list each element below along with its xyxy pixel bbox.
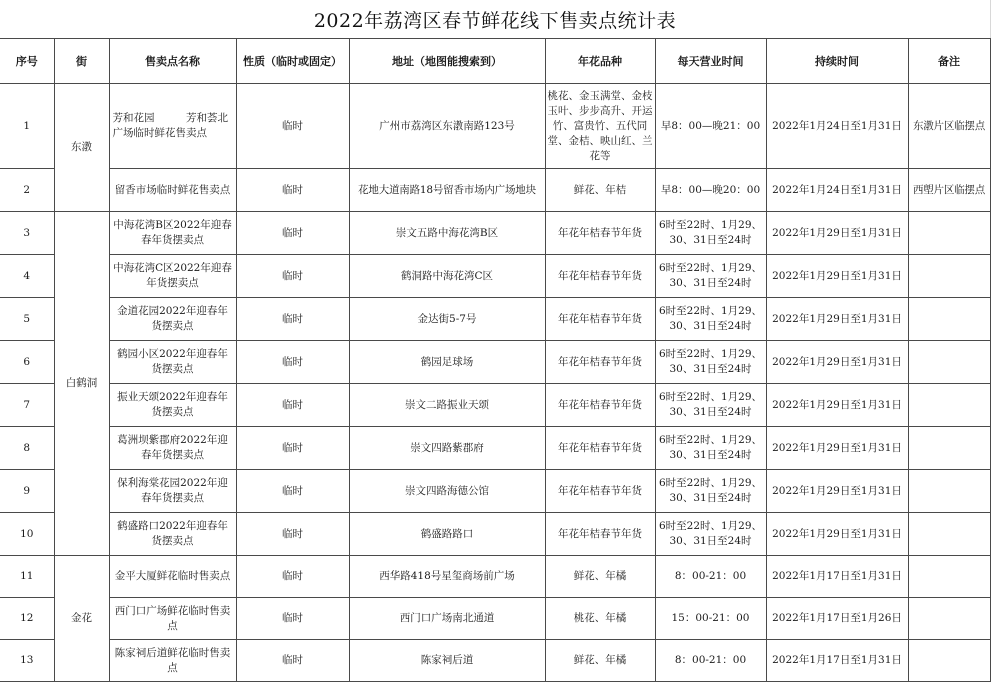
cell-no: 2 [0, 169, 54, 212]
cell-hours: 8：00-21：00 [655, 640, 766, 682]
cell-type: 临时 [236, 84, 349, 169]
cell-hours: 早8：00—晚20：00 [655, 169, 766, 212]
cell-name: 鹤园小区2022年迎春年货摆卖点 [109, 341, 236, 384]
sales-points-table [0, 38, 991, 682]
cell-duration: 2022年1月17日至1月26日 [766, 598, 908, 640]
cell-variety: 年花年桔春节年货 [545, 298, 655, 341]
cell-duration: 2022年1月29日至1月31日 [766, 298, 908, 341]
cell-variety: 年花年桔春节年货 [545, 212, 655, 255]
table-row [0, 84, 990, 169]
cell-street: 金花 [54, 556, 109, 682]
cell-name: 金道花园2022年迎春年货摆卖点 [109, 298, 236, 341]
cell-address: 花地大道南路18号留香市场内广场地块 [349, 169, 545, 212]
table-row [0, 470, 990, 513]
cell-address: 陈家祠后道 [349, 640, 545, 682]
cell-type: 临时 [236, 556, 349, 598]
col-header-variety: 年花品种 [545, 39, 655, 84]
cell-name: 芳和花园 芳和荟北广场临时鲜花售卖点 [109, 84, 236, 169]
cell-no: 10 [0, 513, 54, 556]
cell-hours: 6时至22时、1月29、30、31日至24时 [655, 427, 766, 470]
cell-type: 临时 [236, 513, 349, 556]
cell-no: 8 [0, 427, 54, 470]
cell-hours: 6时至22时、1月29、30、31日至24时 [655, 341, 766, 384]
cell-name: 中海花湾C区2022年迎春年货摆卖点 [109, 255, 236, 298]
cell-duration: 2022年1月29日至1月31日 [766, 470, 908, 513]
cell-duration: 2022年1月29日至1月31日 [766, 341, 908, 384]
cell-hours: 8：00-21：00 [655, 556, 766, 598]
cell-variety: 年花年桔春节年货 [545, 513, 655, 556]
cell-type: 临时 [236, 640, 349, 682]
cell-variety: 鲜花、年橘 [545, 640, 655, 682]
cell-address: 崇文四路海德公馆 [349, 470, 545, 513]
table-row [0, 427, 990, 470]
cell-duration: 2022年1月24日至1月31日 [766, 169, 908, 212]
header-row [0, 39, 990, 84]
table-row [0, 640, 990, 682]
col-header-note: 备注 [908, 39, 990, 84]
col-header-address: 地址（地图能搜索到） [349, 39, 545, 84]
cell-hours: 6时至22时、1月29、30、31日至24时 [655, 255, 766, 298]
cell-type: 临时 [236, 341, 349, 384]
cell-note [908, 470, 990, 513]
cell-no: 6 [0, 341, 54, 384]
cell-type: 临时 [236, 212, 349, 255]
col-header-street: 街 [54, 39, 109, 84]
cell-variety: 年花年桔春节年货 [545, 470, 655, 513]
cell-note [908, 640, 990, 682]
cell-note [908, 513, 990, 556]
cell-type: 临时 [236, 169, 349, 212]
cell-name: 金平大厦鲜花临时售卖点 [109, 556, 236, 598]
cell-note [908, 212, 990, 255]
table-row [0, 341, 990, 384]
cell-address: 西华路418号星玺商场前广场 [349, 556, 545, 598]
cell-street: 白鹤洞 [54, 212, 109, 556]
table-row [0, 556, 990, 598]
cell-note [908, 298, 990, 341]
cell-name: 保利海棠花园2022年迎春年货摆卖点 [109, 470, 236, 513]
cell-note [908, 427, 990, 470]
cell-note: 西塱片区临摆点 [908, 169, 990, 212]
table-row [0, 598, 990, 640]
col-header-name: 售卖点名称 [109, 39, 236, 84]
cell-type: 临时 [236, 598, 349, 640]
cell-address: 广州市荔湾区东漖南路123号 [349, 84, 545, 169]
cell-hours: 6时至22时、1月29、30、31日至24时 [655, 212, 766, 255]
cell-hours: 早8：00—晚21：00 [655, 84, 766, 169]
cell-no: 7 [0, 384, 54, 427]
document-title: 2022年荔湾区春节鲜花线下售卖点统计表 [313, 9, 677, 32]
cell-duration: 2022年1月29日至1月31日 [766, 212, 908, 255]
cell-no: 1 [0, 84, 54, 169]
cell-variety: 鲜花、年橘 [545, 556, 655, 598]
cell-no: 13 [0, 640, 54, 682]
cell-variety: 年花年桔春节年货 [545, 384, 655, 427]
cell-type: 临时 [236, 427, 349, 470]
col-header-duration: 持续时间 [766, 39, 908, 84]
cell-no: 12 [0, 598, 54, 640]
cell-hours: 6时至22时、1月29、30、31日至24时 [655, 513, 766, 556]
cell-note [908, 556, 990, 598]
col-header-no: 序号 [0, 39, 54, 84]
cell-note [908, 598, 990, 640]
table-row [0, 513, 990, 556]
cell-duration: 2022年1月29日至1月31日 [766, 255, 908, 298]
cell-type: 临时 [236, 470, 349, 513]
cell-name: 振业天颂2022年迎春年货摆卖点 [109, 384, 236, 427]
cell-note [908, 255, 990, 298]
cell-name: 中海花湾B区2022年迎春春年货摆卖点 [109, 212, 236, 255]
cell-type: 临时 [236, 298, 349, 341]
cell-address: 崇文五路中海花湾B区 [349, 212, 545, 255]
cell-type: 临时 [236, 384, 349, 427]
cell-address: 鹤园足球场 [349, 341, 545, 384]
cell-duration: 2022年1月29日至1月31日 [766, 427, 908, 470]
cell-hours: 6时至22时、1月29、30、31日至24时 [655, 298, 766, 341]
cell-variety: 桃花、金玉满堂、金枝玉叶、步步高升、开运竹、富贵竹、五代同堂、金桔、映山红、兰花等 [545, 84, 655, 169]
cell-address: 鹤洞路中海花湾C区 [349, 255, 545, 298]
cell-address: 西门口广场南北通道 [349, 598, 545, 640]
cell-address: 金达街5-7号 [349, 298, 545, 341]
cell-duration: 2022年1月17日至1月31日 [766, 556, 908, 598]
cell-name: 葛洲坝紫郡府2022年迎春年货摆卖点 [109, 427, 236, 470]
cell-variety: 鲜花、年桔 [545, 169, 655, 212]
cell-duration: 2022年1月17日至1月31日 [766, 640, 908, 682]
cell-duration: 2022年1月29日至1月31日 [766, 513, 908, 556]
col-header-hours: 每天营业时间 [655, 39, 766, 84]
title-bar [0, 0, 991, 39]
cell-name: 留香市场临时鲜花售卖点 [109, 169, 236, 212]
cell-no: 9 [0, 470, 54, 513]
cell-address: 鹤盛路路口 [349, 513, 545, 556]
table-row [0, 212, 990, 255]
cell-variety: 桃花、年橘 [545, 598, 655, 640]
cell-hours: 15：00-21：00 [655, 598, 766, 640]
cell-duration: 2022年1月29日至1月31日 [766, 384, 908, 427]
cell-no: 3 [0, 212, 54, 255]
table-row [0, 384, 990, 427]
cell-hours: 6时至22时、1月29、30、31日至24时 [655, 384, 766, 427]
cell-address: 崇文四路紫郡府 [349, 427, 545, 470]
cell-duration: 2022年1月24日至1月31日 [766, 84, 908, 169]
cell-street: 东漖 [54, 84, 109, 212]
cell-name: 陈家祠后道鲜花临时售卖点 [109, 640, 236, 682]
cell-note [908, 341, 990, 384]
cell-type: 临时 [236, 255, 349, 298]
table-row [0, 169, 990, 212]
cell-note: 东漖片区临摆点 [908, 84, 990, 169]
cell-name: 鹤盛路口2022年迎春年货摆卖点 [109, 513, 236, 556]
cell-hours: 6时至22时、1月29、30、31日至24时 [655, 470, 766, 513]
cell-variety: 年花年桔春节年货 [545, 341, 655, 384]
cell-no: 5 [0, 298, 54, 341]
table-row [0, 298, 990, 341]
cell-address: 崇文二路振业天颂 [349, 384, 545, 427]
cell-no: 4 [0, 255, 54, 298]
cell-variety: 年花年桔春节年货 [545, 255, 655, 298]
cell-no: 11 [0, 556, 54, 598]
cell-name: 西门口广场鲜花临时售卖点 [109, 598, 236, 640]
cell-variety: 年花年桔春节年货 [545, 427, 655, 470]
col-header-type: 性质（临时或固定） [236, 39, 349, 84]
table-row [0, 255, 990, 298]
cell-note [908, 384, 990, 427]
